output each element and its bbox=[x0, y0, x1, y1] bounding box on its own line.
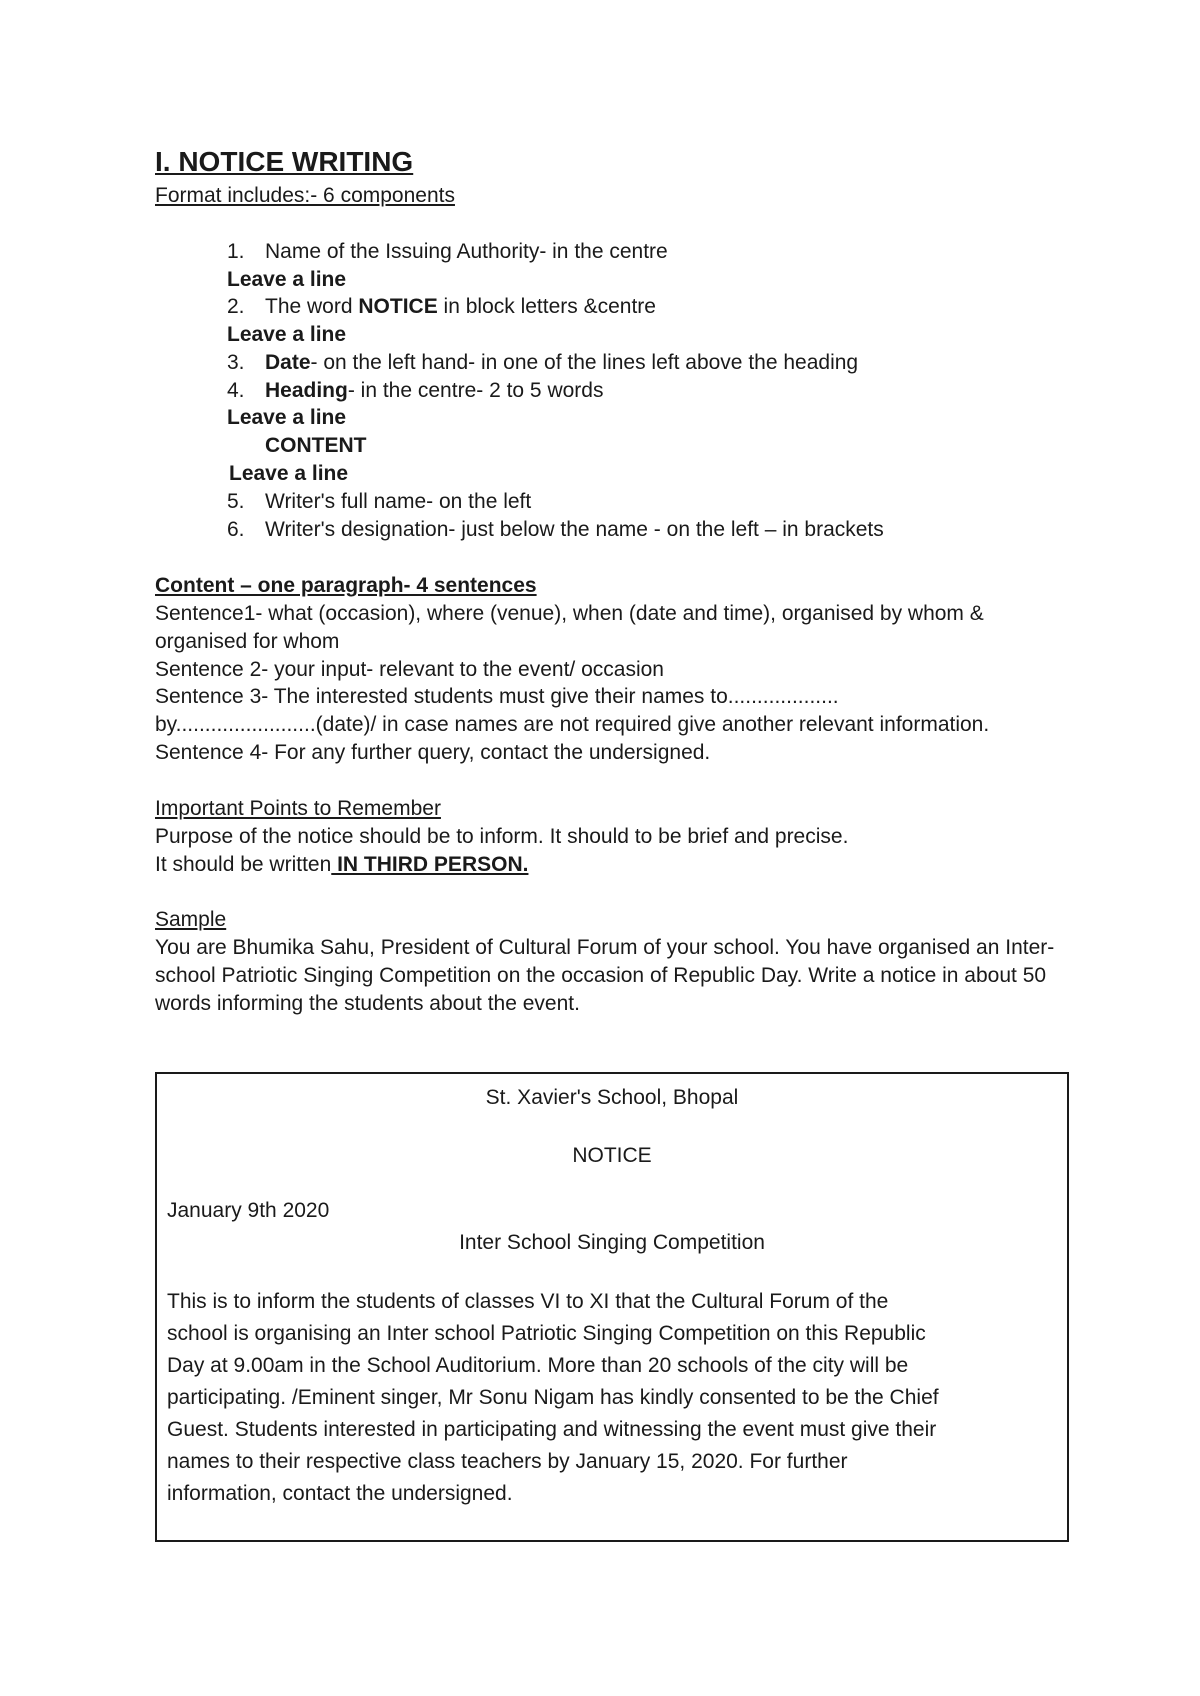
notice-box bbox=[155, 1072, 1069, 1542]
sentence-line: Sentence1- what (occasion), where (venue), when (date and time), organised by whom & bbox=[155, 602, 984, 625]
notice-body-line: information, contact the undersigned. bbox=[167, 1482, 513, 1505]
sample-line: You are Bhumika Sahu, President of Cultural Forum of your school. You have organised an Inter- bbox=[155, 936, 1055, 959]
notice-school-name: St. Xavier's School, Bhopal bbox=[485, 1086, 739, 1109]
content-label: CONTENT bbox=[265, 434, 367, 457]
list-item-3: 3. Date- on the left hand- in one of the lines left above the heading bbox=[227, 351, 859, 374]
notice-body-line: Day at 9.00am in the School Auditorium. More than 20 schools of the city will be bbox=[167, 1354, 909, 1377]
notice-date: January 9th 2020 bbox=[167, 1199, 330, 1222]
page-title: I. NOTICE WRITING bbox=[155, 146, 414, 177]
sample-line: words informing the students about the event. bbox=[155, 992, 580, 1015]
notice-body-line: participating. /Eminent singer, Mr Sonu Nigam has kindly consented to be the Chief bbox=[167, 1386, 939, 1409]
notice-body-line: Guest. Students interested in participating and witnessing the event must give their bbox=[167, 1418, 937, 1441]
notice-body bbox=[167, 1286, 1047, 1510]
list-item-2: 2. The word NOTICE in block letters &centre bbox=[227, 295, 656, 318]
leave-a-line: Leave a line bbox=[229, 462, 349, 485]
notice-word: NOTICE bbox=[572, 1144, 652, 1167]
sentence-line: by........................(date)/ in case names are not required give another relevant information. bbox=[155, 713, 990, 736]
sentence-line: Sentence 4- For any further query, contact the undersigned. bbox=[155, 741, 711, 764]
important-heading: Important Points to Remember bbox=[155, 797, 441, 820]
sentence-line: organised for whom bbox=[155, 630, 340, 653]
important-line: Purpose of the notice should be to inform. It should to be brief and precise. bbox=[155, 825, 849, 848]
notice-body-line: names to their respective class teachers by January 15, 2020. For further bbox=[167, 1450, 848, 1473]
sample-heading: Sample bbox=[155, 908, 227, 931]
notice-body-line: school is organising an Inter school Patriotic Singing Competition on this Republic bbox=[167, 1322, 926, 1345]
list-item-6: 6. Writer's designation- just below the name - on the left – in brackets bbox=[227, 518, 884, 541]
sample-line: school Patriotic Singing Competition on the occasion of Republic Day. Write a notice in about 50 bbox=[155, 964, 1047, 987]
notice-body-line: This is to inform the students of classes VI to XI that the Cultural Forum of the bbox=[167, 1290, 889, 1313]
important-line: It should be written IN THIRD PERSON. bbox=[155, 853, 529, 876]
list-item-4: 4. Heading- in the centre- 2 to 5 words bbox=[227, 379, 604, 402]
sentence-line: Sentence 3- The interested students must give their names to................... bbox=[155, 685, 839, 708]
list-item-5: 5. Writer's full name- on the left bbox=[227, 490, 532, 513]
content-heading: Content – one paragraph- 4 sentences bbox=[155, 574, 537, 597]
leave-a-line: Leave a line bbox=[227, 406, 347, 429]
format-subtitle: Format includes:- 6 components bbox=[155, 184, 455, 207]
leave-a-line: Leave a line bbox=[227, 323, 347, 346]
sentence-line: Sentence 2- your input- relevant to the event/ occasion bbox=[155, 658, 664, 681]
notice-heading: Inter School Singing Competition bbox=[459, 1231, 765, 1254]
list-item-1: 1. Name of the Issuing Authority- in the centre bbox=[227, 240, 668, 263]
leave-a-line: Leave a line bbox=[227, 268, 347, 291]
